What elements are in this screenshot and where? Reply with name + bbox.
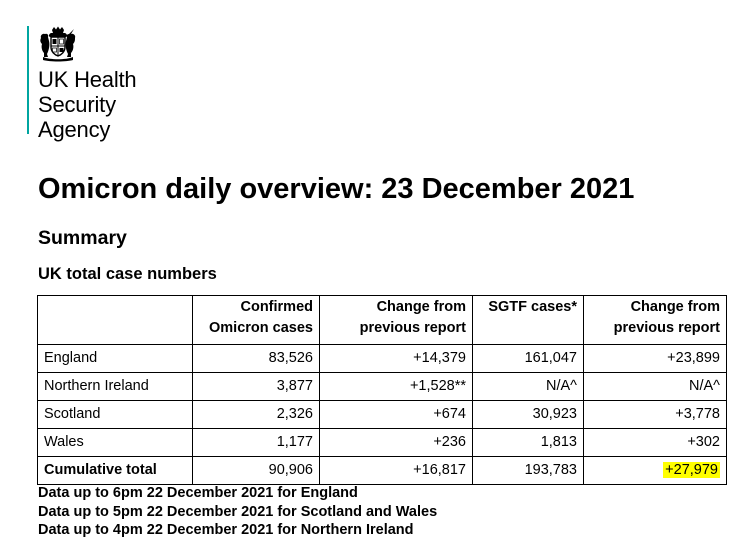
row-change-confirmed: +16,817 <box>320 457 473 485</box>
section-title: Summary <box>38 227 127 249</box>
row-confirmed: 2,326 <box>193 401 320 429</box>
row-confirmed: 3,877 <box>193 373 320 401</box>
table-row-scotland <box>38 401 727 429</box>
royal-coat-of-arms-icon <box>38 26 78 62</box>
page-title: Omicron daily overview: 23 December 2021 <box>38 173 635 205</box>
row-change-sgtf: N/A^ <box>584 373 727 401</box>
row-change-sgtf: +3,778 <box>584 401 727 429</box>
table-row-cumulative-total <box>38 457 727 485</box>
highlighted-value: +27,979 <box>665 462 718 478</box>
table-row-northern-ireland <box>38 373 727 401</box>
note-scotland-wales: Data up to 5pm 22 December 2021 for Scotland and Wales <box>38 503 438 520</box>
organisation-name <box>38 67 136 142</box>
organisation-name-line2: Security <box>38 92 116 117</box>
header-change-sgtf <box>584 296 727 345</box>
organisation-name-line1: UK Health <box>38 67 137 92</box>
row-change-sgtf: +23,899 <box>584 345 727 373</box>
row-sgtf: 193,783 <box>473 457 584 485</box>
row-change-sgtf: +302 <box>584 429 727 457</box>
row-confirmed: 1,177 <box>193 429 320 457</box>
header-confirmed <box>193 296 320 345</box>
header-change-sgtf-line2: previous report <box>613 320 720 336</box>
header-sgtf-line1: SGTF cases* <box>488 299 577 315</box>
row-region: England <box>38 345 193 373</box>
row-sgtf: 161,047 <box>473 345 584 373</box>
header-change-sgtf-line1: Change from <box>630 299 720 315</box>
organisation-logo <box>27 26 137 142</box>
row-confirmed: 83,526 <box>193 345 320 373</box>
case-numbers-table <box>37 295 727 485</box>
note-england: Data up to 6pm 22 December 2021 for England <box>38 485 358 501</box>
row-region: Wales <box>38 429 193 457</box>
table-title: UK total case numbers <box>38 265 217 283</box>
header-change-confirmed-line2: previous report <box>359 320 466 336</box>
row-sgtf: 1,813 <box>473 429 584 457</box>
row-sgtf: N/A^ <box>473 373 584 401</box>
header-confirmed-line2: Omicron cases <box>209 320 313 336</box>
header-region <box>38 296 193 345</box>
row-change-confirmed: +674 <box>320 401 473 429</box>
row-sgtf: 30,923 <box>473 401 584 429</box>
table-row-england <box>38 345 727 373</box>
header-change-confirmed <box>320 296 473 345</box>
header-change-confirmed-line1: Change from <box>376 299 466 315</box>
table-row-wales <box>38 429 727 457</box>
row-change-sgtf <box>584 457 727 485</box>
table-header-row <box>38 296 727 345</box>
header-confirmed-line1: Confirmed <box>240 299 313 315</box>
row-change-confirmed: +14,379 <box>320 345 473 373</box>
row-confirmed: 90,906 <box>193 457 320 485</box>
organisation-name-line3: Agency <box>38 117 111 142</box>
row-change-confirmed: +1,528** <box>320 373 473 401</box>
header-sgtf <box>473 296 584 345</box>
row-region: Northern Ireland <box>38 373 193 401</box>
row-change-confirmed: +236 <box>320 429 473 457</box>
row-region: Scotland <box>38 401 193 429</box>
row-region: Cumulative total <box>38 457 193 485</box>
note-northern-ireland: Data up to 4pm 22 December 2021 for Northern Ireland <box>38 522 414 538</box>
data-notes <box>38 484 437 540</box>
